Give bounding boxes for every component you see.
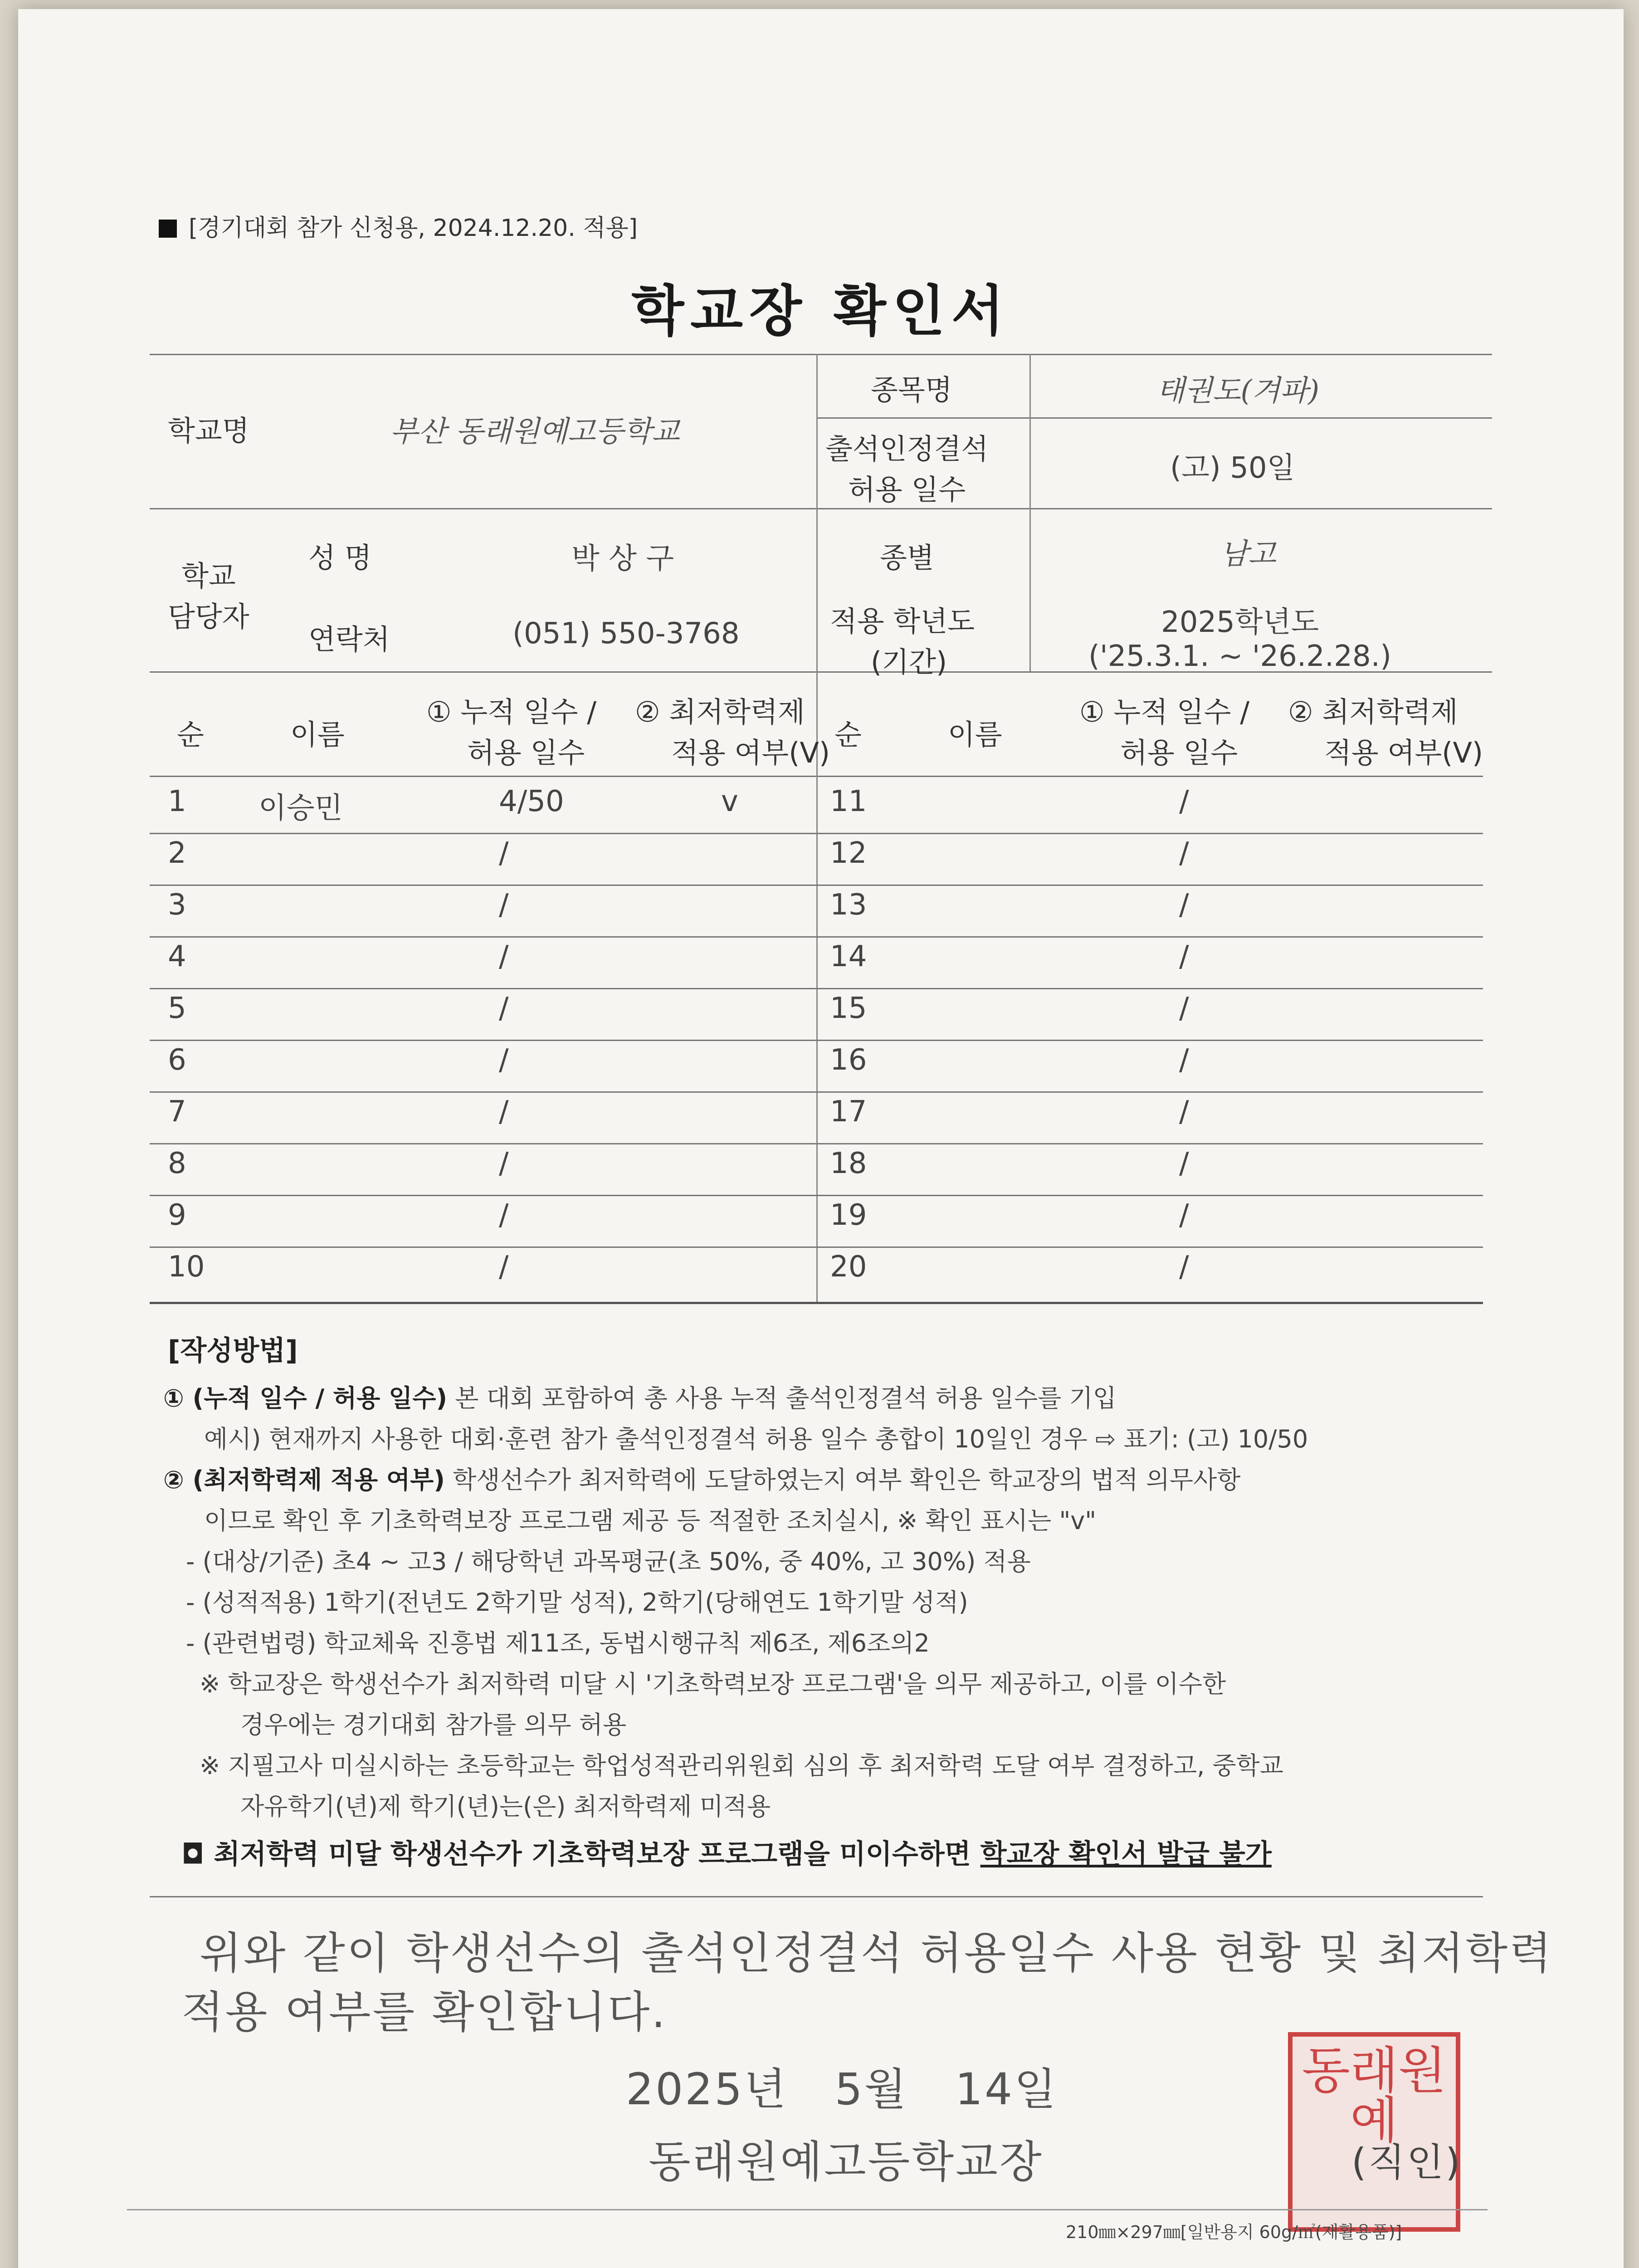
rule — [127, 2209, 1488, 2210]
row-number: 9 — [168, 1198, 186, 1232]
statement-line-1: 위와 같이 학생선수의 출석인정결석 허용일수 사용 현황 및 최저학력 — [200, 1928, 1553, 1979]
row-rule — [150, 1195, 1483, 1196]
signer: 동래원예고등학교장 — [649, 2136, 1044, 2187]
instr-line-3-rest: 학생선수가 최저학력에 도달하였는지 여부 확인은 학교장의 법적 의무사항 — [444, 1466, 1241, 1494]
col-name-r: 이름 — [948, 718, 1002, 751]
col-min-r: ② 최저학력제 — [1288, 695, 1458, 728]
row-days: / — [499, 940, 509, 973]
row-number: 16 — [830, 1043, 867, 1077]
row-number: 17 — [830, 1095, 867, 1129]
row-days: / — [499, 836, 509, 870]
instructions-heading: [작성방법] — [168, 1335, 298, 1367]
school-value: 부산 동래원예고등학교 — [390, 415, 680, 449]
row-check: v — [721, 785, 738, 818]
sport-label: 종목명 — [871, 373, 952, 406]
col-no-r: 순 — [834, 718, 862, 751]
header-note — [159, 209, 638, 243]
row-name: 이승민 — [259, 792, 343, 825]
row-days: / — [499, 1095, 509, 1129]
year-value: 2025학년도 — [1161, 606, 1319, 639]
instr-line-2: 예시) 현재까지 사용한 대회·훈련 참가 출석인정결석 허용 일수 총합이 10일인 경우 ⇨ 표기: (고) 10/50 — [204, 1425, 1308, 1453]
rule — [150, 354, 1492, 355]
row-days: / — [1179, 1095, 1189, 1129]
instr-line-1 — [163, 1379, 1117, 1414]
col-days: ① 누적 일수 / — [426, 695, 597, 728]
instr-line-1-bold: ① (누적 일수 / 허용 일수) — [163, 1384, 448, 1413]
absence-label: 출석인정결석 — [825, 432, 989, 465]
col-min-r-2: 적용 여부(V) — [1324, 736, 1483, 769]
col-min: ② 최저학력제 — [635, 695, 805, 728]
row-rule — [150, 833, 1483, 834]
statement-line-2: 적용 여부를 확인합니다. — [181, 1987, 667, 2038]
row-days: / — [499, 992, 509, 1025]
rule-v — [816, 354, 818, 508]
instr-line-3-bold: ② (최저학력제 적용 여부) — [163, 1466, 445, 1494]
contact-label: 연락처 — [308, 623, 390, 656]
row-days: / — [1179, 1250, 1189, 1284]
row-number: 11 — [830, 785, 867, 818]
instr-line-9: 경우에는 경기대회 참가를 의무 허용 — [240, 1711, 627, 1739]
page-title: 학교장 확인서 — [631, 280, 1010, 343]
row-days: / — [1179, 1043, 1189, 1077]
row-number: 19 — [830, 1198, 867, 1232]
row-days: / — [1179, 940, 1189, 973]
instr-line-4: 이므로 확인 후 기초학력보장 프로그램 제공 등 적절한 조치실시, ※ 확인 표시는 "v" — [204, 1506, 1097, 1535]
instr-line-6: - (성적적용) 1학기(전년도 2학기말 성적), 2학기(당해연도 1학기말 성적) — [186, 1588, 968, 1617]
row-days: 4/50 — [499, 785, 564, 818]
row-days: / — [499, 1198, 509, 1232]
col-days-r: ① 누적 일수 / — [1079, 695, 1250, 728]
instr-line-12-b: 학교장 확인서 발급 불가 — [980, 1838, 1272, 1870]
instr-line-5: - (대상/기준) 초4 ~ 고3 / 해당학년 과목평균(초 50%, 중 40%, 고 30%) 적용 — [186, 1547, 1031, 1576]
instr-line-12-a: ◘ 최저학력 미달 학생선수가 기초학력보장 프로그램을 미이수하면 — [181, 1838, 980, 1870]
instr-line-7: - (관련법령) 학교체육 진흥법 제11조, 동법시행규칙 제6조, 제6조의2 — [186, 1629, 930, 1657]
col-days-r-2: 허용 일수 — [1120, 736, 1238, 769]
row-number: 13 — [830, 888, 867, 922]
staff-label: 학교 — [181, 559, 236, 592]
row-rule — [150, 885, 1483, 886]
row-number: 1 — [168, 785, 186, 818]
rule — [816, 417, 1492, 419]
sport-value: 태권도(겨파) — [1156, 374, 1320, 408]
row-days: / — [1179, 785, 1189, 818]
row-days: / — [499, 1250, 509, 1284]
seal-text: (직인) — [1351, 2140, 1462, 2185]
row-number: 4 — [168, 940, 186, 973]
date: 2025년 5월 14일 — [626, 2064, 1058, 2115]
row-days: / — [1179, 1147, 1189, 1180]
staff-label-2: 담당자 — [168, 600, 249, 633]
instr-line-3 — [163, 1461, 1240, 1496]
gender-value: 남고 — [1220, 538, 1276, 571]
row-number: 15 — [830, 992, 867, 1025]
row-rule — [150, 1246, 1483, 1248]
row-rule — [150, 1143, 1483, 1144]
gender-label: 종별 — [880, 541, 934, 574]
document-sheet — [18, 9, 1624, 2268]
col-days-2: 허용 일수 — [467, 736, 585, 769]
col-no: 순 — [177, 718, 204, 751]
year-label: 적용 학년도 — [830, 605, 975, 638]
row-rule — [150, 936, 1483, 938]
row-rule — [150, 1091, 1483, 1093]
year-label-2: (기간) — [871, 645, 947, 679]
row-number: 2 — [168, 836, 186, 870]
seal-chars: 동래원예 — [1302, 2042, 1447, 2150]
rule — [150, 508, 1492, 509]
instr-line-8: ※ 학교장은 학생선수가 최저학력 미달 시 '기초학력보장 프로그램'을 의무 제공하고, 이를 이수한 — [200, 1670, 1226, 1698]
name-label: 성 명 — [308, 541, 372, 574]
contact-value: (051) 550-3768 — [512, 617, 740, 650]
row-number: 7 — [168, 1095, 186, 1129]
absence-value: (고) 50일 — [1170, 451, 1295, 485]
row-number: 20 — [830, 1250, 867, 1284]
rule — [150, 1896, 1483, 1897]
instr-line-12 — [181, 1833, 1272, 1872]
row-days: / — [1179, 836, 1189, 870]
row-number: 5 — [168, 992, 186, 1025]
absence-label-2: 허용 일수 — [848, 473, 966, 506]
rule — [150, 1302, 1483, 1304]
col-min-2: 적용 여부(V) — [671, 736, 830, 769]
square-bullet-icon — [159, 220, 177, 238]
row-number: 12 — [830, 836, 867, 870]
col-name: 이름 — [290, 718, 345, 751]
row-days: / — [1179, 1198, 1189, 1232]
instr-line-1-rest: 본 대회 포함하여 총 사용 누적 출석인정결석 허용 일수를 기입 — [447, 1384, 1117, 1413]
row-days: / — [499, 888, 509, 922]
row-rule — [150, 988, 1483, 989]
row-number: 3 — [168, 888, 186, 922]
row-number: 6 — [168, 1043, 186, 1077]
row-number: 14 — [830, 940, 867, 973]
rule-v — [1029, 354, 1031, 508]
row-rule — [150, 1040, 1483, 1041]
row-days: / — [499, 1043, 509, 1077]
rule-v — [816, 508, 818, 671]
rule-v — [1029, 508, 1031, 671]
instr-line-11: 자유학기(년)제 학기(년)는(은) 최저학력제 미적용 — [240, 1792, 771, 1821]
instr-line-10: ※ 지필고사 미실시하는 초등학교는 학업성적관리위원회 심의 후 최저학력 도달 여부 결정하고, 중학교 — [200, 1751, 1283, 1780]
row-days: / — [499, 1147, 509, 1180]
year-period: ('25.3.1. ~ '26.2.28.) — [1088, 640, 1391, 673]
school-label: 학교명 — [168, 414, 249, 447]
row-number: 10 — [168, 1250, 205, 1284]
row-days: / — [1179, 992, 1189, 1025]
name-value: 박 상 구 — [571, 542, 674, 576]
header-note-text: [경기대회 참가 신청용, 2024.12.20. 적용] — [189, 215, 638, 242]
row-days: / — [1179, 888, 1189, 922]
row-number: 18 — [830, 1147, 867, 1180]
paper-spec: 210㎜×297㎜[일반용지 60g/㎡(재활용품)] — [1066, 2222, 1402, 2242]
row-number: 8 — [168, 1147, 186, 1180]
